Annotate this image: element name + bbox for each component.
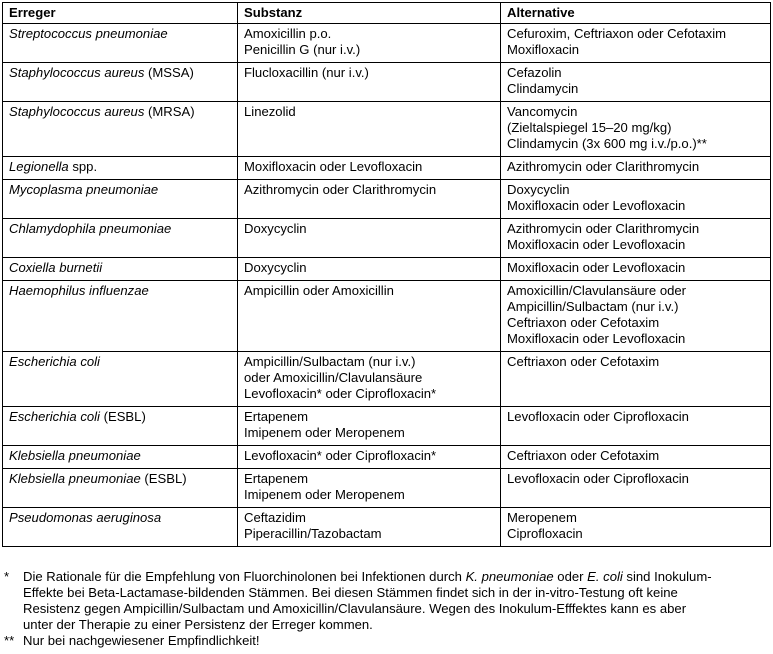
- substance-cell: [238, 24, 501, 63]
- alternative-line: Moxifloxacin oder Levofloxacin: [507, 198, 686, 213]
- alternative-line: Vancomycin: [507, 104, 578, 119]
- alternative-line: Moxifloxacin oder Levofloxacin: [507, 260, 686, 275]
- alternative-line: Moxifloxacin oder Levofloxacin: [507, 331, 686, 346]
- substance-line: Imipenem oder Meropenem: [244, 425, 405, 440]
- alternative-cell: [501, 508, 771, 547]
- footnote-text-segment: Die Rationale für die Empfehlung von Fluorchinolonen bei Infektionen durch: [23, 569, 466, 584]
- table-row: [3, 157, 771, 180]
- pathogen-name: Escherichia coli: [9, 409, 100, 424]
- table-header-row: [3, 3, 771, 24]
- pathogen-name: Escherichia coli: [9, 354, 100, 369]
- substance-line: Doxycyclin: [244, 260, 307, 275]
- footnote-text-segment: Resistenz gegen Ampicillin/Sulbactam und Amoxicillin/Clavulansäure. Wegen des Inokulum-Efffektes kann es aber: [23, 601, 687, 616]
- alternative-cell: [501, 24, 771, 63]
- substance-line: Levofloxacin* oder Ciprofloxacin*: [244, 386, 437, 401]
- substance-cell: [238, 508, 501, 547]
- pathogen-name: Haemophilus influenzae: [9, 283, 149, 298]
- substance-cell: [238, 407, 501, 446]
- pathogen-name: Staphylococcus aureus: [9, 65, 145, 80]
- alternative-cell: [501, 102, 771, 157]
- pathogen-qualifier: (MRSA): [144, 104, 195, 119]
- substance-cell: [238, 446, 501, 469]
- substance-line: Ceftazidim: [244, 510, 306, 525]
- footnote-text: [23, 569, 770, 633]
- alternative-cell: [501, 219, 771, 258]
- pathogen-name: Streptococcus pneumoniae: [9, 26, 168, 41]
- substance-line: Imipenem oder Meropenem: [244, 487, 405, 502]
- footnote-line: [23, 601, 770, 617]
- table-row: [3, 63, 771, 102]
- footnote-text-segment: sind Inokulum-: [622, 569, 712, 584]
- alternative-cell: [501, 281, 771, 352]
- alternative-cell: [501, 469, 771, 508]
- table-row: [3, 508, 771, 547]
- substance-line: Azithromycin oder Clarithromycin: [244, 182, 437, 197]
- alternative-line: Ceftriaxon oder Cefotaxim: [507, 448, 660, 463]
- footnote-italic-term: E. coli: [587, 569, 623, 584]
- table-row: [3, 258, 771, 281]
- substance-cell: [238, 258, 501, 281]
- alternative-line: Doxycyclin: [507, 182, 570, 197]
- footnotes: [4, 569, 770, 649]
- alternative-cell: [501, 258, 771, 281]
- table-row: [3, 219, 771, 258]
- alternative-line: Azithromycin oder Clarithromycin: [507, 159, 700, 174]
- pathogen-name: Pseudomonas aeruginosa: [9, 510, 162, 525]
- pathogen-name: Coxiella burnetii: [9, 260, 103, 275]
- pathogen-qualifier: (ESBL): [140, 471, 187, 486]
- footnote-italic-term: K. pneumoniae: [465, 569, 554, 584]
- antibiotic-table: [2, 2, 771, 547]
- pathogen-name: Mycoplasma pneumoniae: [9, 182, 159, 197]
- pathogen-cell: [3, 24, 238, 63]
- pathogen-cell: [3, 180, 238, 219]
- substance-cell: [238, 157, 501, 180]
- footnote-text: [23, 633, 770, 649]
- pathogen-cell: [3, 352, 238, 407]
- alternative-line: Clindamycin: [507, 81, 579, 96]
- footnote: [4, 633, 770, 649]
- substance-line: Linezolid: [244, 104, 296, 119]
- alternative-cell: [501, 157, 771, 180]
- substance-cell: [238, 180, 501, 219]
- alternative-line: Moxifloxacin: [507, 42, 580, 57]
- pathogen-cell: [3, 102, 238, 157]
- pathogen-cell: [3, 446, 238, 469]
- alternative-line: Meropenem: [507, 510, 577, 525]
- pathogen-name: Klebsiella pneumoniae: [9, 471, 141, 486]
- pathogen-cell: [3, 157, 238, 180]
- table-row: [3, 446, 771, 469]
- table-row: [3, 352, 771, 407]
- substance-line: Doxycyclin: [244, 221, 307, 236]
- alternative-line: Cefazolin: [507, 65, 562, 80]
- substance-cell: [238, 469, 501, 508]
- alternative-cell: [501, 352, 771, 407]
- alternative-line: Ceftriaxon oder Cefotaxim: [507, 354, 660, 369]
- substance-line: Levofloxacin* oder Ciprofloxacin*: [244, 448, 437, 463]
- pathogen-cell: [3, 258, 238, 281]
- alternative-line: Levofloxacin oder Ciprofloxacin: [507, 471, 689, 486]
- pathogen-cell: [3, 63, 238, 102]
- substance-line: oder Amoxicillin/Clavulansäure: [244, 370, 423, 385]
- substance-line: Ertapenem: [244, 471, 309, 486]
- alternative-cell: [501, 407, 771, 446]
- header-alternative: Alternative: [501, 3, 771, 24]
- pathogen-qualifier: (ESBL): [99, 409, 146, 424]
- substance-line: Amoxicillin p.o.: [244, 26, 332, 41]
- table-row: [3, 281, 771, 352]
- table-row: [3, 407, 771, 446]
- substance-cell: [238, 219, 501, 258]
- substance-line: Flucloxacillin (nur i.v.): [244, 65, 369, 80]
- alternative-line: (Zieltalspiegel 15–20 mg/kg): [507, 120, 672, 135]
- footnote-text-segment: unter der Therapie zu einer Persistenz der Erreger kommen.: [23, 617, 373, 632]
- pathogen-qualifier: spp.: [68, 159, 98, 174]
- header-pathogen: Erreger: [3, 3, 238, 24]
- footnote-mark: **: [4, 633, 15, 648]
- pathogen-cell: [3, 281, 238, 352]
- alternative-line: Cefuroxim, Ceftriaxon oder Cefotaxim: [507, 26, 727, 41]
- pathogen-cell: [3, 407, 238, 446]
- table-row: [3, 180, 771, 219]
- alternative-cell: [501, 180, 771, 219]
- footnote-line: [23, 617, 770, 633]
- substance-line: Ampicillin oder Amoxicillin: [244, 283, 394, 298]
- alternative-line: Levofloxacin oder Ciprofloxacin: [507, 409, 689, 424]
- footnote-line: [23, 569, 770, 585]
- table-body: [3, 24, 771, 547]
- substance-line: Ampicillin/Sulbactam (nur i.v.): [244, 354, 416, 369]
- substance-cell: [238, 281, 501, 352]
- alternative-line: Ceftriaxon oder Cefotaxim: [507, 315, 660, 330]
- table-row: [3, 469, 771, 508]
- footnote-text-segment: oder: [553, 569, 588, 584]
- footnote-text-segment: Nur bei nachgewiesener Empfindlichkeit!: [23, 633, 260, 648]
- alternative-line: Moxifloxacin oder Levofloxacin: [507, 237, 686, 252]
- pathogen-cell: [3, 469, 238, 508]
- footnote-mark: *: [4, 569, 10, 584]
- substance-line: Piperacillin/Tazobactam: [244, 526, 382, 541]
- footnote: [4, 569, 770, 633]
- pathogen-cell: [3, 219, 238, 258]
- table-row: [3, 24, 771, 63]
- pathogen-name: Staphylococcus aureus: [9, 104, 145, 119]
- footnote-line: [23, 633, 770, 649]
- substance-line: Ertapenem: [244, 409, 309, 424]
- table-row: [3, 102, 771, 157]
- substance-line: Penicillin G (nur i.v.): [244, 42, 361, 57]
- footnote-text-segment: Effekte bei Beta-Lactamase-bildenden Stämmen. Bei diesen Stämmen findet sich in der in-vitro-Testung oft keine: [23, 585, 678, 600]
- pathogen-cell: [3, 508, 238, 547]
- alternative-line: Amoxicillin/Clavulansäure oder: [507, 283, 687, 298]
- substance-cell: [238, 63, 501, 102]
- pathogen-name: Chlamydophila pneumoniae: [9, 221, 172, 236]
- substance-cell: [238, 102, 501, 157]
- alternative-cell: [501, 63, 771, 102]
- substance-line: Moxifloxacin oder Levofloxacin: [244, 159, 423, 174]
- alternative-line: Ciprofloxacin: [507, 526, 583, 541]
- alternative-cell: [501, 446, 771, 469]
- footnote-line: [23, 585, 770, 601]
- alternative-line: Ampicillin/Sulbactam (nur i.v.): [507, 299, 679, 314]
- header-substance: Substanz: [238, 3, 501, 24]
- alternative-line: Azithromycin oder Clarithromycin: [507, 221, 700, 236]
- pathogen-name: Legionella: [9, 159, 69, 174]
- pathogen-name: Klebsiella pneumoniae: [9, 448, 141, 463]
- substance-cell: [238, 352, 501, 407]
- pathogen-qualifier: (MSSA): [144, 65, 194, 80]
- alternative-line: Clindamycin (3x 600 mg i.v./p.o.)**: [507, 136, 707, 151]
